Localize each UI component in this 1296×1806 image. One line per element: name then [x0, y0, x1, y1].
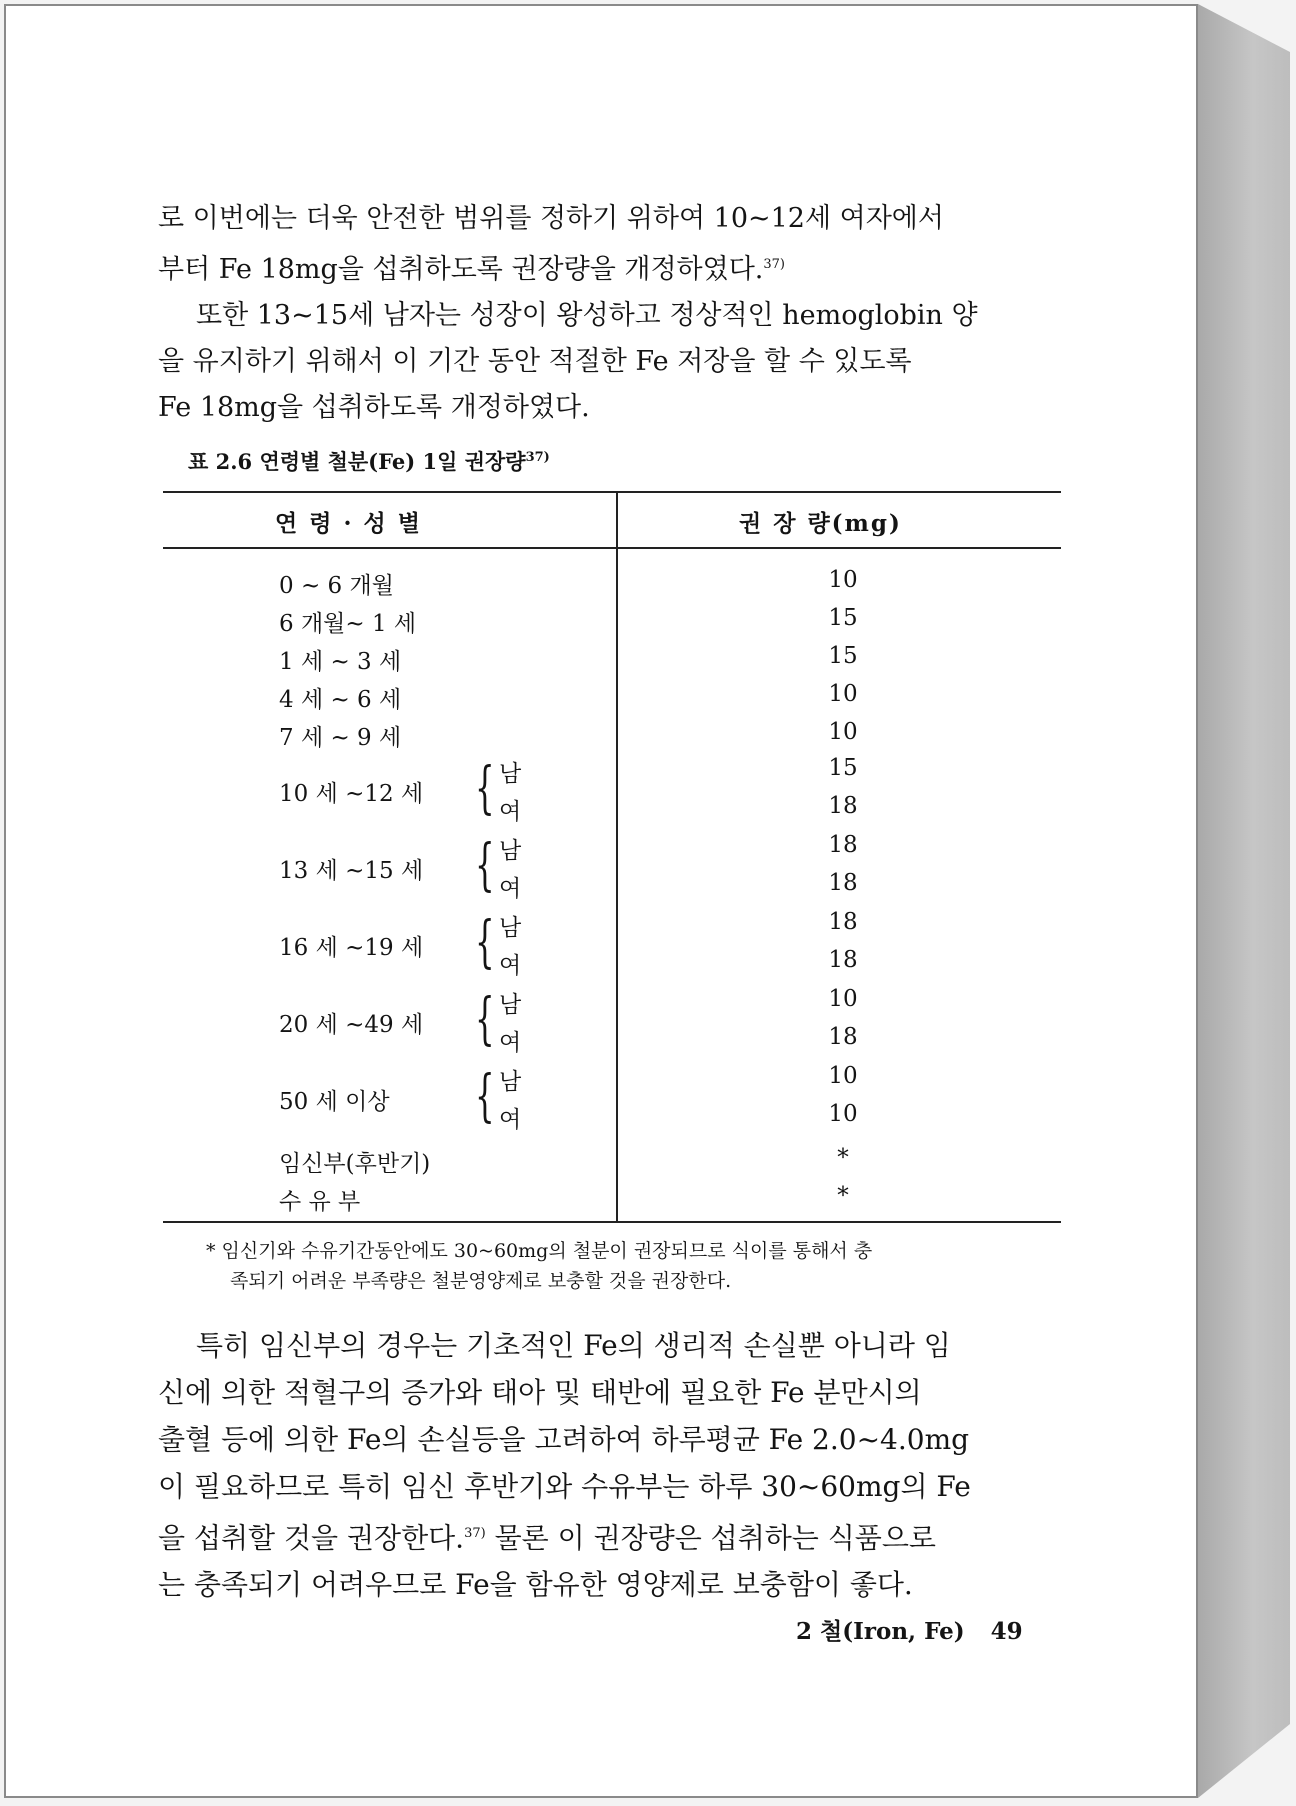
closing-text: [158, 1322, 1068, 1608]
reference-marker: 37): [525, 450, 550, 465]
age-cell: 13 세 ~15 세: [279, 858, 424, 884]
sex-female-label: 여: [499, 1030, 522, 1056]
table-row: [163, 1139, 1061, 1177]
running-head: 2 철(Iron, Fe): [796, 1618, 965, 1645]
table-row: [163, 675, 1061, 713]
sex-female-label: 여: [499, 799, 522, 825]
table-footnote: [206, 1236, 1066, 1296]
text-line: 또한 13~15세 남자는 성장이 왕성하고 정상적인 hemoglobin 양: [196, 300, 978, 331]
age-cell: 4 세 ~ 6 세: [279, 687, 402, 713]
book-edge: [1198, 4, 1290, 1798]
reference-marker: 37): [763, 257, 785, 272]
amount-cell: 10: [828, 1101, 858, 1127]
amount-cell: 18: [828, 909, 858, 935]
text-line: 특히 임신부의 경우는 기초적인 Fe의 생리적 손실뿐 아니라 임: [196, 1329, 951, 1362]
text-line: 을 유지하기 위해서 이 기간 동안 적절한 Fe 저장을 할 수 있도록: [158, 346, 912, 377]
brace-icon: {: [475, 1064, 495, 1129]
sex-female-label: 여: [499, 876, 522, 902]
amount-cell: 10: [828, 719, 858, 745]
text-line: 이 필요하므로 특히 임신 후반기와 수유부는 하루 30~60mg의 Fe: [158, 1470, 971, 1503]
text-line: Fe 18mg을 섭취하도록 개정하였다.: [158, 392, 590, 423]
paragraph-2: [158, 293, 1068, 431]
brace-icon: {: [475, 987, 495, 1052]
text-line: 는 충족되기 어려우므로 Fe을 함유한 영양제로 보충함이 좋다.: [158, 1568, 913, 1602]
table-header-rule: [163, 547, 1061, 549]
amount-cell: 15: [828, 643, 858, 669]
amount-cell: 10: [828, 567, 858, 593]
brace-icon: {: [475, 756, 495, 821]
amount-cell: *: [837, 1183, 849, 1209]
age-cell: 수 유 부: [279, 1189, 361, 1215]
amount-cell: 10: [828, 986, 858, 1012]
table-row-group: [163, 1061, 1061, 1139]
sex-male-label: 남: [499, 992, 522, 1018]
age-cell: 20 세 ~49 세: [279, 1012, 424, 1038]
column-header-age: 연 령 · 성 별: [275, 510, 422, 537]
paragraph-3: [158, 1322, 1068, 1608]
footnote-line: * 임신기와 수유기간동안에도 30~60mg의 철분이 권장되므로 식이를 통해서 충: [206, 1240, 873, 1262]
amount-cell: 18: [828, 793, 858, 819]
brace-icon: {: [475, 833, 495, 898]
table-row: [163, 599, 1061, 637]
table-row: [163, 561, 1061, 599]
amount-cell: 18: [828, 870, 858, 896]
age-cell: 16 세 ~19 세: [279, 935, 424, 961]
text-line: 부터 Fe 18mg을 섭취하도록 권장량을 개정하였다.$^{37)}$: [158, 254, 785, 285]
amount-cell: 10: [828, 681, 858, 707]
amount-cell: 15: [828, 755, 858, 781]
age-cell: 10 세 ~12 세: [279, 781, 424, 807]
amount-cell: 15: [828, 605, 858, 631]
text-line: 을 섭취할 것을 권장한다.$^{37)}$ 물론 이 권장량은 섭취하는 식품으로: [158, 1521, 936, 1555]
sex-male-label: 남: [499, 1069, 522, 1095]
amount-cell: 18: [828, 947, 858, 973]
page-footer: [796, 1613, 1023, 1646]
book-page: [4, 4, 1198, 1798]
footnote-line: 족되기 어려운 부족량은 철분영양제로 보충할 것을 권장한다.: [230, 1270, 732, 1292]
intro-text: [158, 196, 1068, 431]
amount-cell: *: [837, 1145, 849, 1171]
brace-icon: {: [475, 910, 495, 975]
iron-recommendation-table: [163, 491, 1061, 1223]
table-row-group: [163, 907, 1061, 985]
amount-cell: 10: [828, 1063, 858, 1089]
sex-male-label: 남: [499, 838, 522, 864]
table-row-group: [163, 984, 1061, 1062]
age-cell: 7 세 ~ 9 세: [279, 725, 402, 751]
text-line: 출혈 등에 의한 Fe의 손실등을 고려하여 하루평균 Fe 2.0~4.0mg: [158, 1423, 970, 1456]
table-row-group: [163, 753, 1061, 831]
age-cell: 0 ~ 6 개월: [279, 573, 394, 599]
age-cell: 50 세 이상: [279, 1089, 390, 1115]
table-top-rule: [163, 491, 1061, 493]
table-row-group: [163, 830, 1061, 908]
age-cell: 임신부(후반기): [279, 1151, 431, 1177]
table-caption: 표 2.6 연령별 철분(Fe) 1일 권장량$^{37)}$: [188, 449, 550, 474]
table-bottom-rule: [163, 1221, 1061, 1223]
text-line: 로 이번에는 더욱 안전한 범위를 정하기 위하여 10~12세 여자에서: [158, 203, 944, 234]
age-cell: 6 개월~ 1 세: [279, 611, 417, 637]
amount-cell: 18: [828, 832, 858, 858]
table-row: [163, 713, 1061, 751]
paragraph-1: [158, 196, 1068, 293]
sex-male-label: 남: [499, 761, 522, 787]
age-cell: 1 세 ~ 3 세: [279, 649, 402, 675]
reference-marker: 37): [464, 1526, 486, 1541]
sex-female-label: 여: [499, 953, 522, 979]
table-row: [163, 1177, 1061, 1215]
text-line: 신에 의한 적혈구의 증가와 태아 및 태반에 필요한 Fe 분만시의: [158, 1376, 922, 1409]
column-header-amount: 권 장 량(mg): [739, 510, 902, 537]
page-number: 49: [990, 1618, 1023, 1645]
table-row: [163, 637, 1061, 675]
sex-female-label: 여: [499, 1107, 522, 1133]
amount-cell: 18: [828, 1024, 858, 1050]
sex-male-label: 남: [499, 915, 522, 941]
